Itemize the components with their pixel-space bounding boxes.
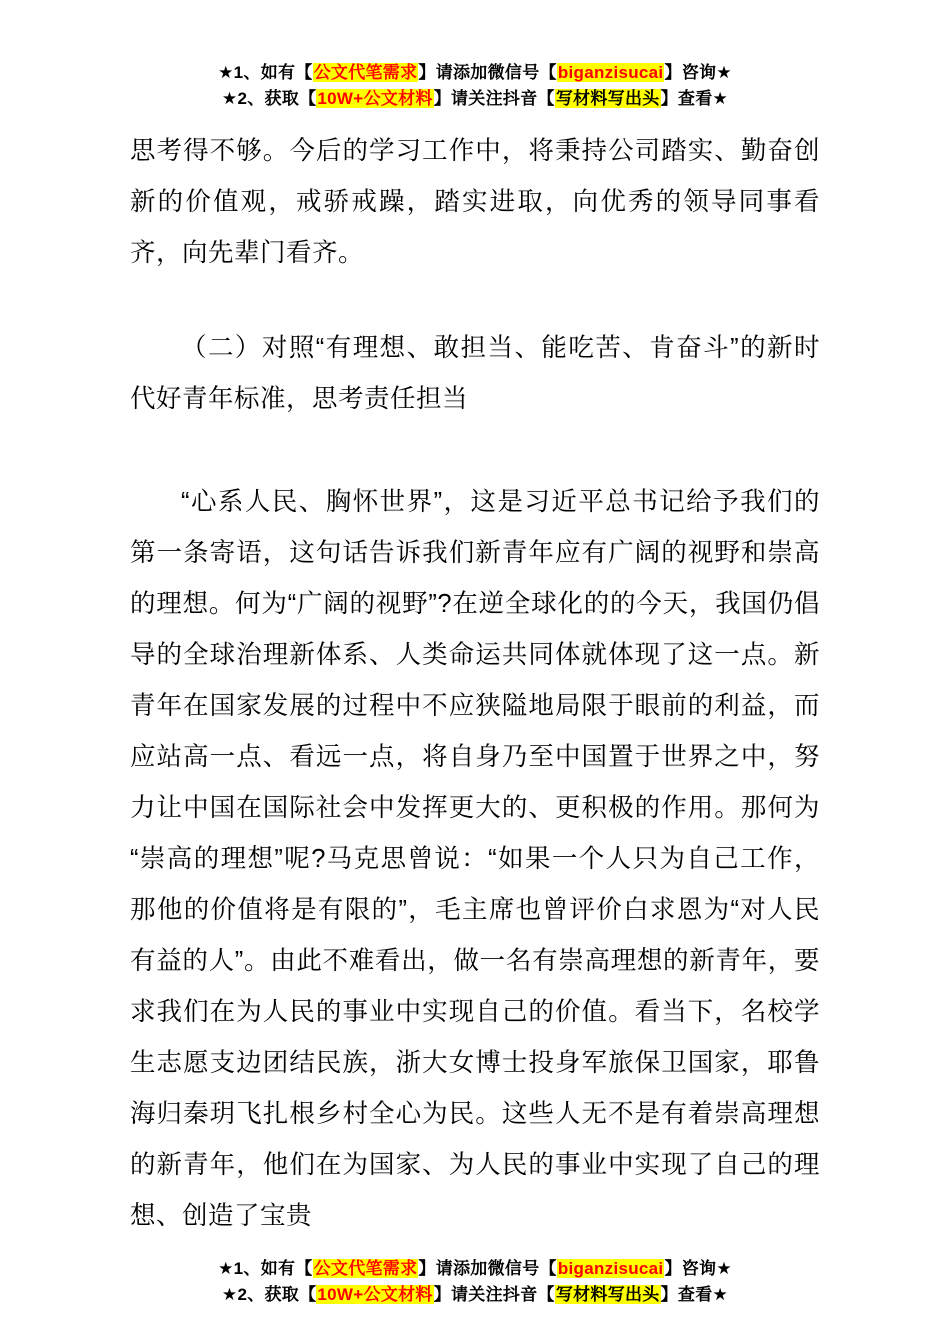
- promo-top-line-2-mid-1: 】请关注抖音【: [433, 89, 555, 108]
- promo-bottom-line-2-prefix: ★2、获取【: [221, 1285, 317, 1304]
- promo-top-line-2-highlight-1: 10W+公文材料: [317, 89, 433, 108]
- promo-banner-top: [130, 0, 820, 112]
- paragraph-spacer-2: [130, 425, 820, 477]
- promo-bottom-line-1-mid-2: 】咨询★: [664, 1259, 732, 1278]
- promo-bottom-line-2-mid-1: 】请关注抖音【: [433, 1285, 555, 1304]
- promo-top-line-1-highlight-2: biganzisucai: [557, 63, 664, 82]
- promo-banner-bottom: [0, 1256, 950, 1308]
- promo-bottom-line-1-highlight-2: biganzisucai: [557, 1259, 664, 1278]
- promo-bottom-line-1-prefix: ★1、如有【: [218, 1259, 313, 1278]
- document-body: [130, 126, 820, 1242]
- paragraph-spacer-1: [130, 279, 820, 323]
- promo-bottom-line-1: [0, 1256, 950, 1282]
- promo-bottom-line-1-mid-1: 】请添加微信号【: [418, 1259, 557, 1278]
- promo-top-line-2-highlight-2: 写材料写出头: [555, 89, 660, 108]
- promo-top-line-2: [130, 86, 820, 112]
- promo-bottom-line-2-mid-2: 】查看★: [660, 1285, 729, 1304]
- promo-bottom-line-2: [0, 1282, 950, 1308]
- promo-top-line-1-prefix: ★1、如有【: [218, 63, 313, 82]
- promo-top-line-1-mid-2: 】咨询★: [664, 63, 732, 82]
- promo-top-line-2-mid-2: 】查看★: [660, 89, 729, 108]
- paragraph-2-heading: （二）对照“有理想、敢担当、能吃苦、肯奋斗”的新时代好青年标准，思考责任担当: [130, 334, 820, 413]
- paragraph-3: “心系人民、胸怀世界”，这是习近平总书记给予我们的第一条寄语，这句话告诉我们新青年应有广阔的视野和崇高的理想。何为“广阔的视野”?在逆全球化的的今天，我国仍倡导的全球治理新体系、人类命运共同体就体现了这一点。新青年在国家发展的过程中不应狭隘地局限于眼前的利益，而应站高一点、看远一点，将自身乃至中国置于世界之中，努力让中国在国际社会中发挥更大的、更积极的作用。那何为“崇高的理想”呢?马克思曾说：“如果一个人只为自己工作，那他的价值将是有限的”，毛主席也曾评价白求恩为“对人民有益的人”。由此不难看出，做一名有崇高理想的新青年，要求我们在为人民的事业中实现自己的价值。看当下，名校学生志愿支边团结民族，浙大女博士投身军旅保卫国家，耶鲁海归秦玥飞扎根乡村全心为民。这些人无不是有着崇高理想的新青年，他们在为国家、为人民的事业中实现了自己的理想、创造了宝贵: [130, 488, 820, 1230]
- promo-top-line-1-highlight-1: 公文代笔需求: [313, 63, 418, 82]
- promo-top-line-2-prefix: ★2、获取【: [221, 89, 317, 108]
- paragraph-1: 思考得不够。今后的学习工作中，将秉持公司踏实、勤奋创新的价值观，戒骄戒躁，踏实进取，向优秀的领导同事看齐，向先辈门看齐。: [130, 137, 820, 267]
- promo-bottom-line-2-highlight-2: 写材料写出头: [555, 1285, 660, 1304]
- promo-top-line-1: [130, 60, 820, 86]
- promo-top-line-1-mid-1: 】请添加微信号【: [418, 63, 557, 82]
- promo-bottom-line-2-highlight-1: 10W+公文材料: [317, 1285, 433, 1304]
- promo-bottom-line-1-highlight-1: 公文代笔需求: [313, 1259, 418, 1278]
